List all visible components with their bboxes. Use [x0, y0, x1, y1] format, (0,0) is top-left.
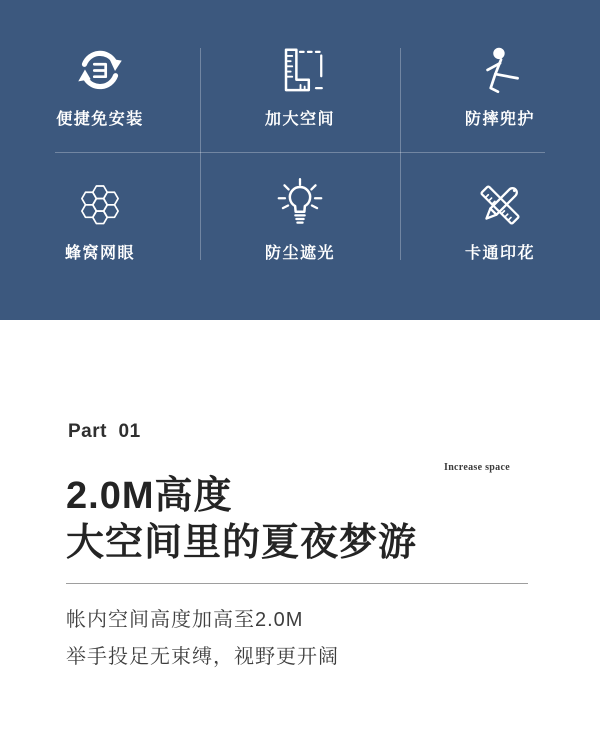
feature-label: 加大空间 — [264, 111, 335, 128]
section-title — [66, 473, 417, 567]
section-description — [66, 602, 339, 676]
feature-label: 防摔兜护 — [464, 111, 535, 128]
feature-label: 卡通印花 — [464, 245, 535, 262]
feature-cell-light-blocking — [200, 152, 400, 320]
feature-cell-cartoon-print — [400, 152, 600, 320]
feature-label: 便捷免安装 — [56, 111, 144, 128]
title-divider-line — [66, 583, 528, 584]
grid-divider-vertical-1 — [200, 48, 201, 260]
bulb-light-icon — [271, 176, 329, 234]
pencil-ruler-icon — [471, 176, 529, 234]
ruler-space-icon — [271, 42, 329, 100]
refresh-cycle-icon — [71, 42, 129, 100]
feature-cell-honeycomb-mesh — [0, 152, 200, 320]
description-line2: 举手投足无束缚，视野更开阔 — [66, 646, 339, 668]
grid-divider-vertical-2 — [400, 48, 401, 260]
description-line1: 帐内空间高度加高至2.0M — [66, 609, 304, 631]
tagline-english: Increase space — [444, 462, 510, 473]
feature-banner — [0, 0, 600, 320]
section-title-line2: 大空间里的夏夜梦游 — [66, 522, 418, 564]
part-label: Part 01 — [68, 421, 141, 442]
feature-cell-fall-protection — [400, 0, 600, 152]
section-title-line1: 2.0M高度 — [66, 475, 233, 517]
feature-label: 防尘遮光 — [264, 245, 335, 262]
feature-cell-bigger-space — [200, 0, 400, 152]
grid-divider-horizontal — [55, 152, 545, 153]
feature-grid — [0, 0, 600, 320]
falling-person-icon — [471, 42, 529, 100]
honeycomb-icon — [71, 176, 129, 234]
feature-cell-easy-install — [0, 0, 200, 152]
feature-label: 蜂窝网眼 — [64, 245, 135, 262]
